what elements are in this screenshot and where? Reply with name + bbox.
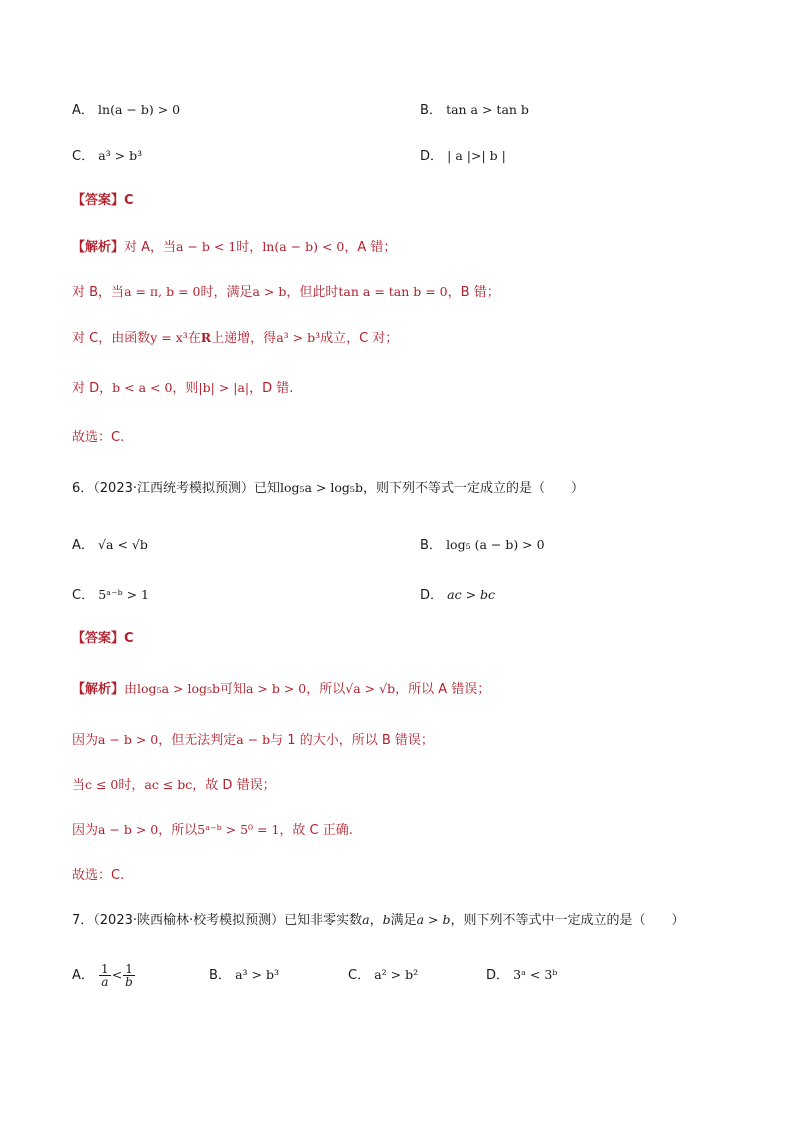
q5-option-c: C． a³ > b³ (72, 148, 143, 164)
q5-option-b: B． tan a > tan b (420, 102, 529, 118)
q5-analysis-line-1: 【解析】对 A，当a − b < 1时，ln(a − b) < 0，A 错； (72, 239, 397, 255)
q7-option-c: C． a² > b² (348, 967, 419, 983)
q6-analysis-line-1: 【解析】由log₅a > log₅b可知a > b > 0，所以√a > √b，所以 A 错误； (72, 681, 491, 697)
q6-analysis-line-2: 因为a − b > 0，但无法判定a − b与 1 的大小，所以 B 错误； (72, 732, 434, 748)
q5-answer: 【答案】C (72, 193, 134, 208)
q6-option-a: A． √a < √b (72, 537, 148, 553)
q6-option-c: C． 5ᵃ⁻ᵇ > 1 (72, 587, 149, 603)
q7-stem: 7．（2023·陕西榆林·校考模拟预测）已知非零实数a，b满足a > b，则下列不等式中一定成立的是（ ） (72, 912, 685, 928)
q7-options-row (72, 960, 558, 990)
q6-stem: 6．（2023·江西统考模拟预测）已知log₅a > log₅b，则下列不等式一定成立的是（ ） (72, 480, 584, 496)
q7-option-a-fraction-2: $\frac{1}{b}$ (125, 962, 133, 989)
q6-options-row-2 (72, 585, 496, 606)
q6-options-row-1 (72, 535, 545, 556)
q5-analysis-line-3: 对 C，由函数y = x³在R上递增，得a³ > b³成立，C 对； (72, 330, 399, 346)
q5-options-row-2 (72, 146, 506, 167)
q6-option-b: B． log₅ (a − b) > 0 (420, 537, 545, 553)
q6-analysis-line-3: 当c ≤ 0时，ac ≤ bc，故 D 错误； (72, 777, 276, 793)
q5-options-row-1 (72, 100, 529, 121)
q5-analysis-line-2: 对 B，当a = π, b = 0时，满足a > b，但此时tan a = tan b = 0，B 错； (72, 284, 500, 300)
q5-option-a: A． ln(a − b) > 0 (72, 102, 181, 118)
q7-option-a-fraction-1: $\frac{1}{a}$ (101, 962, 109, 989)
q5-choose: 故选：C. (72, 430, 125, 445)
q5-option-d: D． | a |>| b | (420, 148, 506, 164)
q6-option-d: D． ac > bc (420, 587, 496, 603)
q6-choose: 故选：C. (72, 868, 125, 883)
q5-analysis-line-4: 对 D，b < a < 0，则|b| > |a|，D 错. (72, 380, 294, 396)
q7-option-d: D． 3ᵃ < 3ᵇ (486, 967, 558, 983)
q6-answer: 【答案】C (72, 631, 134, 646)
q6-analysis-line-4: 因为a − b > 0，所以5ᵃ⁻ᵇ > 5⁰ = 1，故 C 正确. (72, 822, 353, 838)
q7-option-b: B． a³ > b³ (209, 967, 279, 983)
q7-option-a: A． $\frac{1}{a}$ < $\frac{1}{b}$ (72, 962, 133, 989)
